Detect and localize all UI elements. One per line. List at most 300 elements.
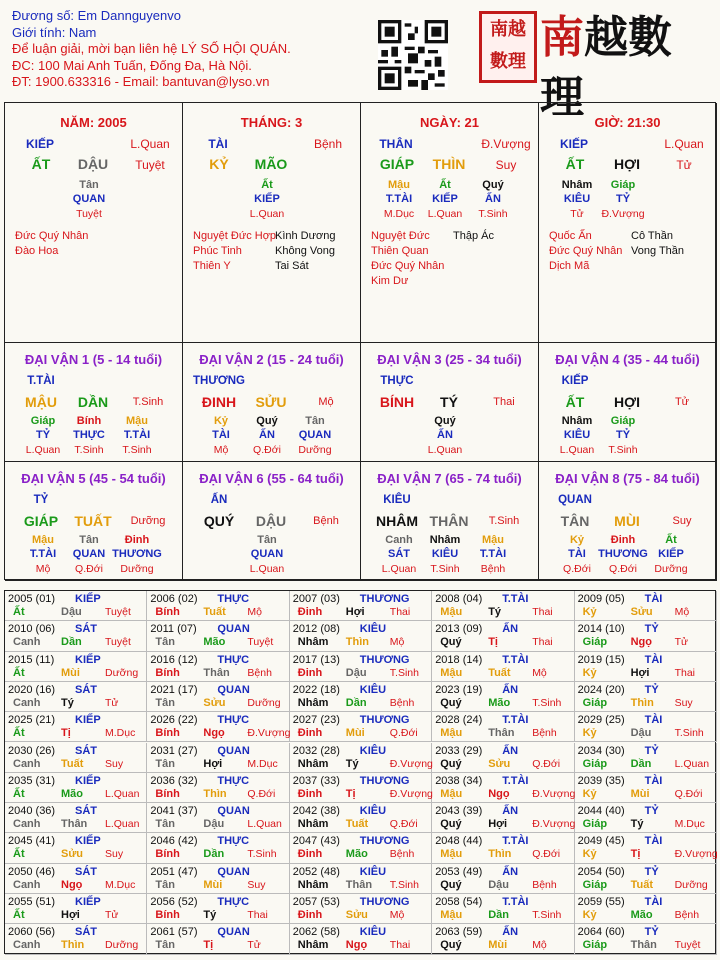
dai-van-4[interactable] xyxy=(539,343,717,462)
year-cell[interactable] xyxy=(432,712,574,742)
year-cell[interactable] xyxy=(432,833,574,863)
year-label: 2015 (11) xyxy=(8,653,55,666)
year-stage: Bệnh xyxy=(532,727,557,740)
year-stage: Q.Đới xyxy=(389,818,418,831)
year-cell[interactable] xyxy=(290,773,432,803)
hidden-god: QUAN xyxy=(250,548,284,560)
year-cell[interactable] xyxy=(5,652,147,682)
year-cell[interactable] xyxy=(147,773,289,803)
hidden-stage: Đ.Vượng xyxy=(601,208,645,220)
dai-van-5[interactable] xyxy=(5,462,183,581)
year-cell[interactable] xyxy=(147,833,289,863)
year-cell[interactable] xyxy=(575,924,717,954)
year-cell[interactable] xyxy=(575,803,717,833)
pillar-grid xyxy=(4,102,716,580)
header-info xyxy=(12,8,352,91)
year-cell[interactable] xyxy=(432,682,574,712)
year-cell[interactable] xyxy=(147,743,289,773)
year-label: 2005 (01) xyxy=(8,593,56,605)
year-branch: Dậu xyxy=(488,878,509,891)
year-cell[interactable] xyxy=(432,894,574,924)
year-cell[interactable] xyxy=(575,682,717,712)
year-cell[interactable] xyxy=(290,652,432,682)
note-right: Không Vong xyxy=(275,245,335,257)
dai-van-8[interactable] xyxy=(539,462,717,581)
year-cell[interactable] xyxy=(5,864,147,894)
stage: Bệnh xyxy=(313,137,343,151)
year-stage: T.Sinh xyxy=(674,727,704,740)
hidden-stage: Q.Đới xyxy=(609,563,637,575)
hidden-stage: T.Sinh xyxy=(608,444,638,456)
year-god: KIẾP xyxy=(75,593,101,605)
year-cell[interactable] xyxy=(575,833,717,863)
dai-van-stage: Mộ xyxy=(318,396,334,408)
year-label: 2042 (38) xyxy=(292,805,340,818)
year-stem: Quý xyxy=(440,757,462,770)
hidden-stem: Quý xyxy=(256,415,278,427)
year-stem: Kỷ xyxy=(582,909,597,921)
year-stem: Tân xyxy=(155,696,175,709)
year-god: TỶ xyxy=(644,623,659,636)
note-right: Cô Thần xyxy=(631,230,673,242)
year-stage: T.Sinh xyxy=(247,848,277,861)
hidden-god: ẤN xyxy=(259,429,275,441)
chi-stage: Suy xyxy=(495,158,517,172)
year-label: 2046 (42) xyxy=(150,835,198,848)
year-branch: Sửu xyxy=(630,606,653,618)
year-label: 2006 (02) xyxy=(150,593,198,605)
hidden-god: KIÊU xyxy=(563,193,591,205)
hidden-stage: Q.Đới xyxy=(253,444,281,456)
year-stem: Đinh xyxy=(297,727,323,740)
stage: L.Quan xyxy=(664,137,704,151)
year-stem: Giáp xyxy=(582,636,608,649)
year-stage: Mộ xyxy=(247,606,262,618)
year-stem: Tân xyxy=(155,878,175,891)
hidden-stem: Nhâm xyxy=(429,534,461,546)
hidden-god: KIẾP xyxy=(432,193,458,205)
year-stem: Mậu xyxy=(440,909,463,921)
year-label: 2029 (25) xyxy=(577,714,625,727)
year-stage: Đ.Vượng xyxy=(532,787,576,800)
year-stem: Đinh xyxy=(297,848,323,861)
year-branch: Tị xyxy=(488,636,498,649)
hidden-stem: Đinh xyxy=(124,534,150,546)
hidden-stem: Tân xyxy=(305,415,325,427)
hidden-stage: M.Dục xyxy=(383,208,415,220)
hidden-god: T.TÀI xyxy=(123,429,151,441)
year-stage: Tử xyxy=(105,909,119,921)
year-stem: Kỷ xyxy=(582,666,597,679)
year-cell[interactable] xyxy=(575,894,717,924)
dai-van-stage: Suy xyxy=(672,515,692,527)
dai-van-branch: THÂN xyxy=(429,513,469,529)
year-god: THƯƠNG xyxy=(359,593,410,605)
year-stem: Ất xyxy=(13,909,25,921)
year-branch: Hợi xyxy=(345,606,365,618)
year-stage: Bệnh xyxy=(674,909,700,921)
year-branch: Dậu xyxy=(61,606,82,618)
year-stem: Nhâm xyxy=(297,939,329,952)
year-cell[interactable] xyxy=(147,712,289,742)
hidden-god: THỰC xyxy=(73,429,105,441)
hidden-stem: Ất xyxy=(261,179,273,191)
year-stage: L.Quan xyxy=(674,757,710,770)
year-god: SÁT xyxy=(75,805,97,818)
year-label: 2008 (04) xyxy=(435,593,483,605)
logo-text: 南越數理 xyxy=(540,12,672,123)
year-label: 2009 (05) xyxy=(577,593,625,605)
dai-van-stem: ĐINH xyxy=(201,394,237,410)
year-cell[interactable] xyxy=(147,864,289,894)
year-branch: Ngọ xyxy=(488,787,510,800)
year-branch: Tuất xyxy=(488,666,511,679)
year-god: QUAN xyxy=(217,865,250,878)
hidden-stem: Nhâm xyxy=(561,179,593,191)
year-stem: Canh xyxy=(13,757,41,770)
year-cell[interactable] xyxy=(432,591,574,621)
year-cell[interactable] xyxy=(575,591,717,621)
year-branch: Tuất xyxy=(345,818,369,831)
hidden-god: TỶ xyxy=(615,193,631,205)
year-label: 2037 (33) xyxy=(292,774,340,787)
seal-stamp: 南越 數理 xyxy=(479,11,537,83)
year-cell[interactable] xyxy=(575,773,717,803)
dai-van-6[interactable] xyxy=(183,462,361,581)
year-cell[interactable] xyxy=(575,652,717,682)
year-stem: Kỷ xyxy=(582,848,597,861)
dai-van-branch: MÙI xyxy=(614,513,640,529)
year-label: 2053 (49) xyxy=(435,865,483,878)
year-label: 2064 (60) xyxy=(577,926,625,939)
year-branch: Thân xyxy=(61,818,88,831)
year-branch: Tị xyxy=(345,787,356,800)
year-stem: Canh xyxy=(13,636,41,649)
year-label: 2026 (22) xyxy=(150,714,198,727)
year-branch: Thìn xyxy=(630,696,654,709)
year-god: T.TÀI xyxy=(502,835,529,848)
year-stage: Q.Đới xyxy=(674,787,703,800)
year-branch: Tị xyxy=(630,848,641,861)
pillar-2 xyxy=(183,103,361,343)
year-cell[interactable] xyxy=(147,652,289,682)
hidden-stem: Canh xyxy=(385,534,413,546)
year-stem: Bính xyxy=(155,727,180,740)
year-branch: Mùi xyxy=(203,878,223,891)
year-cell[interactable] xyxy=(432,864,574,894)
year-stage: Thai xyxy=(532,636,553,649)
year-god: THỰC xyxy=(217,835,250,848)
stage: L.Quan xyxy=(130,137,170,151)
year-stem: Tân xyxy=(155,636,175,649)
year-stem: Mậu xyxy=(440,787,463,800)
year-cell[interactable] xyxy=(432,743,574,773)
dai-van-stem: MẬU xyxy=(25,394,57,410)
dai-van-god: ẤN xyxy=(210,494,228,506)
year-stem: Kỷ xyxy=(582,787,597,800)
year-god: THƯƠNG xyxy=(359,774,410,787)
year-stem: Tân xyxy=(155,818,175,831)
chi-stage: Tuyệt xyxy=(135,158,165,172)
year-cell[interactable] xyxy=(5,833,147,863)
year-branch: Mão xyxy=(488,696,511,709)
year-god: QUAN xyxy=(217,805,250,818)
heavenly-stem: KỶ xyxy=(209,156,229,172)
year-god: THƯƠNG xyxy=(359,835,410,848)
year-branch: Sửu xyxy=(203,696,226,709)
hidden-stage: Dưỡng xyxy=(298,444,332,456)
year-cell[interactable] xyxy=(290,591,432,621)
hidden-stage: L.Quan xyxy=(381,563,417,575)
year-cell[interactable] xyxy=(290,894,432,924)
hidden-god: SÁT xyxy=(388,548,410,560)
year-stem: Giáp xyxy=(582,878,608,891)
year-stage: Mộ xyxy=(389,636,405,649)
dai-van-3[interactable] xyxy=(361,343,539,462)
year-stage: L.Quan xyxy=(247,818,282,831)
hidden-stage: Tử xyxy=(570,208,584,220)
year-label: 2041 (37) xyxy=(150,805,198,818)
year-branch: Tý xyxy=(488,606,502,618)
year-branch: Mùi xyxy=(630,787,650,800)
year-stage: Tuyệt xyxy=(105,606,131,618)
pillar-3 xyxy=(361,103,539,343)
year-stem: Kỷ xyxy=(582,727,597,740)
year-branch: Tuất xyxy=(203,606,226,618)
hidden-stage: Dưỡng xyxy=(654,563,688,575)
year-god: THỰC xyxy=(217,714,250,727)
year-cell[interactable] xyxy=(575,864,717,894)
year-stem: Nhâm xyxy=(297,696,329,709)
year-cell[interactable] xyxy=(147,591,289,621)
year-cell[interactable] xyxy=(290,924,432,954)
year-cell[interactable] xyxy=(5,803,147,833)
note-left: Quốc Ấn xyxy=(549,230,592,242)
year-stem: Bính xyxy=(155,848,180,861)
year-branch: Tị xyxy=(203,939,214,952)
year-god: THƯƠNG xyxy=(359,896,410,908)
year-stem: Tân xyxy=(155,757,175,770)
year-stage: Tử xyxy=(674,636,689,649)
year-stem: Canh xyxy=(13,939,41,952)
year-label: 2055 (51) xyxy=(8,896,56,908)
dai-van-title: ĐẠI VẬN 4 (35 - 44 tuổi) xyxy=(555,352,700,367)
year-stage: Đ.Vượng xyxy=(389,757,433,770)
year-stage: Dưỡng xyxy=(247,696,281,709)
hidden-stage: Tuyệt xyxy=(76,208,102,220)
year-god: TỶ xyxy=(644,683,659,696)
year-cell[interactable] xyxy=(290,682,432,712)
dai-van-stem: BÍNH xyxy=(379,394,415,410)
year-stem: Đinh xyxy=(297,787,323,800)
year-cell[interactable] xyxy=(5,682,147,712)
dai-van-god: KIẾP xyxy=(561,375,589,387)
pillar-title: NĂM: 2005 xyxy=(60,115,127,130)
hidden-stem: Tân xyxy=(79,534,99,546)
year-stage: Q.Đới xyxy=(532,757,561,770)
year-cell[interactable] xyxy=(575,712,717,742)
dai-van-stage: Thai xyxy=(493,396,515,408)
year-label: 2051 (47) xyxy=(150,865,198,878)
year-god: TỶ xyxy=(644,926,659,939)
year-branch: Dậu xyxy=(345,666,367,679)
year-label: 2033 (29) xyxy=(435,744,483,757)
pillar-4 xyxy=(539,103,717,343)
heavenly-stem: ẤT xyxy=(565,156,585,172)
year-branch: Mão xyxy=(203,636,226,649)
year-label: 2049 (45) xyxy=(577,835,625,848)
phone-email[interactable]: ĐT: 1900.633316 - Email: bantuvan@lyso.vn xyxy=(12,74,270,89)
year-branch: Thìn xyxy=(488,848,512,861)
year-cell[interactable] xyxy=(575,743,717,773)
year-label: 2007 (03) xyxy=(292,593,340,605)
year-label: 2022 (18) xyxy=(292,683,340,696)
year-cell[interactable] xyxy=(290,833,432,863)
year-god: SÁT xyxy=(75,926,97,939)
hidden-stem: Mậu xyxy=(388,179,410,191)
year-god: TÀI xyxy=(644,653,663,666)
year-stage: M.Dục xyxy=(247,757,278,770)
year-god: SÁT xyxy=(75,683,97,696)
year-cell[interactable] xyxy=(290,712,432,742)
qr-code-icon[interactable] xyxy=(378,20,448,90)
year-cell[interactable] xyxy=(290,803,432,833)
year-god: KIÊU xyxy=(359,744,387,757)
hidden-stem: Mậu xyxy=(126,415,148,427)
year-branch: Tị xyxy=(61,727,71,740)
year-cell[interactable] xyxy=(432,652,574,682)
hidden-stage: T.Sinh xyxy=(478,208,508,220)
year-label: 2023 (19) xyxy=(435,683,483,696)
year-god: THỰC xyxy=(217,653,250,666)
year-stage: Thai xyxy=(389,606,411,618)
dai-van-1[interactable] xyxy=(5,343,183,462)
year-god: THƯƠNG xyxy=(359,653,410,666)
dai-van-2[interactable] xyxy=(183,343,361,462)
year-stage: M.Dục xyxy=(105,727,136,740)
note-right: Thập Ác xyxy=(453,230,494,242)
year-label: 2032 (28) xyxy=(292,744,340,757)
year-god: KIÊU xyxy=(359,683,387,696)
year-stem: Nhâm xyxy=(297,757,329,770)
year-label: 2010 (06) xyxy=(8,623,56,636)
year-label: 2014 (10) xyxy=(577,623,625,636)
hidden-god: T.TÀI xyxy=(385,193,413,205)
year-god: KIÊU xyxy=(359,926,387,939)
year-label: 2061 (57) xyxy=(150,926,198,939)
year-stem: Bính xyxy=(155,666,180,679)
year-label: 2062 (58) xyxy=(292,926,340,939)
year-cell[interactable] xyxy=(432,924,574,954)
year-cell[interactable] xyxy=(5,924,147,954)
year-cell[interactable] xyxy=(147,682,289,712)
year-god: KIẾP xyxy=(75,714,101,727)
dai-van-7[interactable] xyxy=(361,462,539,581)
year-cell[interactable] xyxy=(290,621,432,651)
year-branch: Mùi xyxy=(488,939,508,952)
year-cell[interactable] xyxy=(432,773,574,803)
year-god: KIÊU xyxy=(359,623,387,636)
dai-van-god: KIÊU xyxy=(383,494,411,506)
year-cell[interactable] xyxy=(432,803,574,833)
year-cell[interactable] xyxy=(290,743,432,773)
year-branch: Hợi xyxy=(630,666,650,679)
year-god: QUAN xyxy=(217,623,250,636)
year-god: KIẾP xyxy=(75,835,101,848)
hidden-stem: Ất xyxy=(439,179,451,191)
dai-van-title: ĐẠI VẬN 1 (5 - 14 tuổi) xyxy=(24,352,163,367)
year-stem: Bính xyxy=(155,606,180,618)
year-stem: Quý xyxy=(440,818,462,831)
year-table xyxy=(4,590,716,954)
year-label: 2028 (24) xyxy=(435,714,483,727)
year-branch: Dần xyxy=(61,636,82,649)
year-branch: Mão xyxy=(61,787,83,800)
year-label: 2056 (52) xyxy=(150,896,198,908)
pillar-1 xyxy=(5,103,183,343)
year-cell[interactable] xyxy=(147,803,289,833)
earthly-branch: MÃO xyxy=(254,156,288,172)
year-branch: Dần xyxy=(488,909,509,921)
year-cell[interactable] xyxy=(5,621,147,651)
year-stem: Mậu xyxy=(440,666,463,679)
dai-van-title: ĐẠI VẬN 8 (75 - 84 tuổi) xyxy=(555,471,700,486)
year-label: 2036 (32) xyxy=(150,774,198,787)
hidden-stem: Tân xyxy=(79,179,99,191)
year-stage: L.Quan xyxy=(105,787,140,800)
year-stem: Nhâm xyxy=(297,636,329,649)
year-label: 2016 (12) xyxy=(150,653,198,666)
year-god: SÁT xyxy=(75,623,97,636)
year-stem: Nhâm xyxy=(297,878,329,891)
year-branch: Sửu xyxy=(488,757,511,770)
year-cell[interactable] xyxy=(5,712,147,742)
year-stage: Mộ xyxy=(532,939,547,952)
note-left: Đào Hoa xyxy=(15,245,59,257)
year-stage: Tử xyxy=(247,939,261,952)
year-cell[interactable] xyxy=(432,621,574,651)
year-cell[interactable] xyxy=(5,743,147,773)
year-stem: Bính xyxy=(155,909,180,921)
year-stage: Thai xyxy=(247,909,268,921)
hidden-god: TÀI xyxy=(568,548,586,560)
year-stage: Tuyệt xyxy=(674,939,701,952)
year-cell[interactable] xyxy=(147,894,289,924)
year-cell[interactable] xyxy=(290,864,432,894)
year-cell[interactable] xyxy=(147,924,289,954)
year-stage: Suy xyxy=(105,848,124,861)
dai-van-title: ĐẠI VẬN 3 (25 - 34 tuổi) xyxy=(377,352,522,367)
year-cell[interactable] xyxy=(5,894,147,924)
year-stem: Nhâm xyxy=(297,818,329,831)
year-branch: Dần xyxy=(203,848,225,861)
year-cell[interactable] xyxy=(147,621,289,651)
year-god: TÀI xyxy=(644,835,663,848)
hidden-stem: Đinh xyxy=(610,534,636,546)
year-branch: Hợi xyxy=(61,909,80,921)
year-cell[interactable] xyxy=(5,591,147,621)
dai-van-branch: TÝ xyxy=(440,394,458,410)
year-cell[interactable] xyxy=(5,773,147,803)
hidden-stage: T.Sinh xyxy=(74,444,104,456)
year-label: 2039 (35) xyxy=(577,774,625,787)
year-cell[interactable] xyxy=(575,621,717,651)
ten-god: KIẾP xyxy=(559,137,588,151)
earthly-branch: THÌN xyxy=(432,156,466,172)
earthly-branch: HỢI xyxy=(614,156,640,172)
hidden-stem: Quý xyxy=(434,415,456,427)
hidden-stem: Quý xyxy=(482,179,504,191)
